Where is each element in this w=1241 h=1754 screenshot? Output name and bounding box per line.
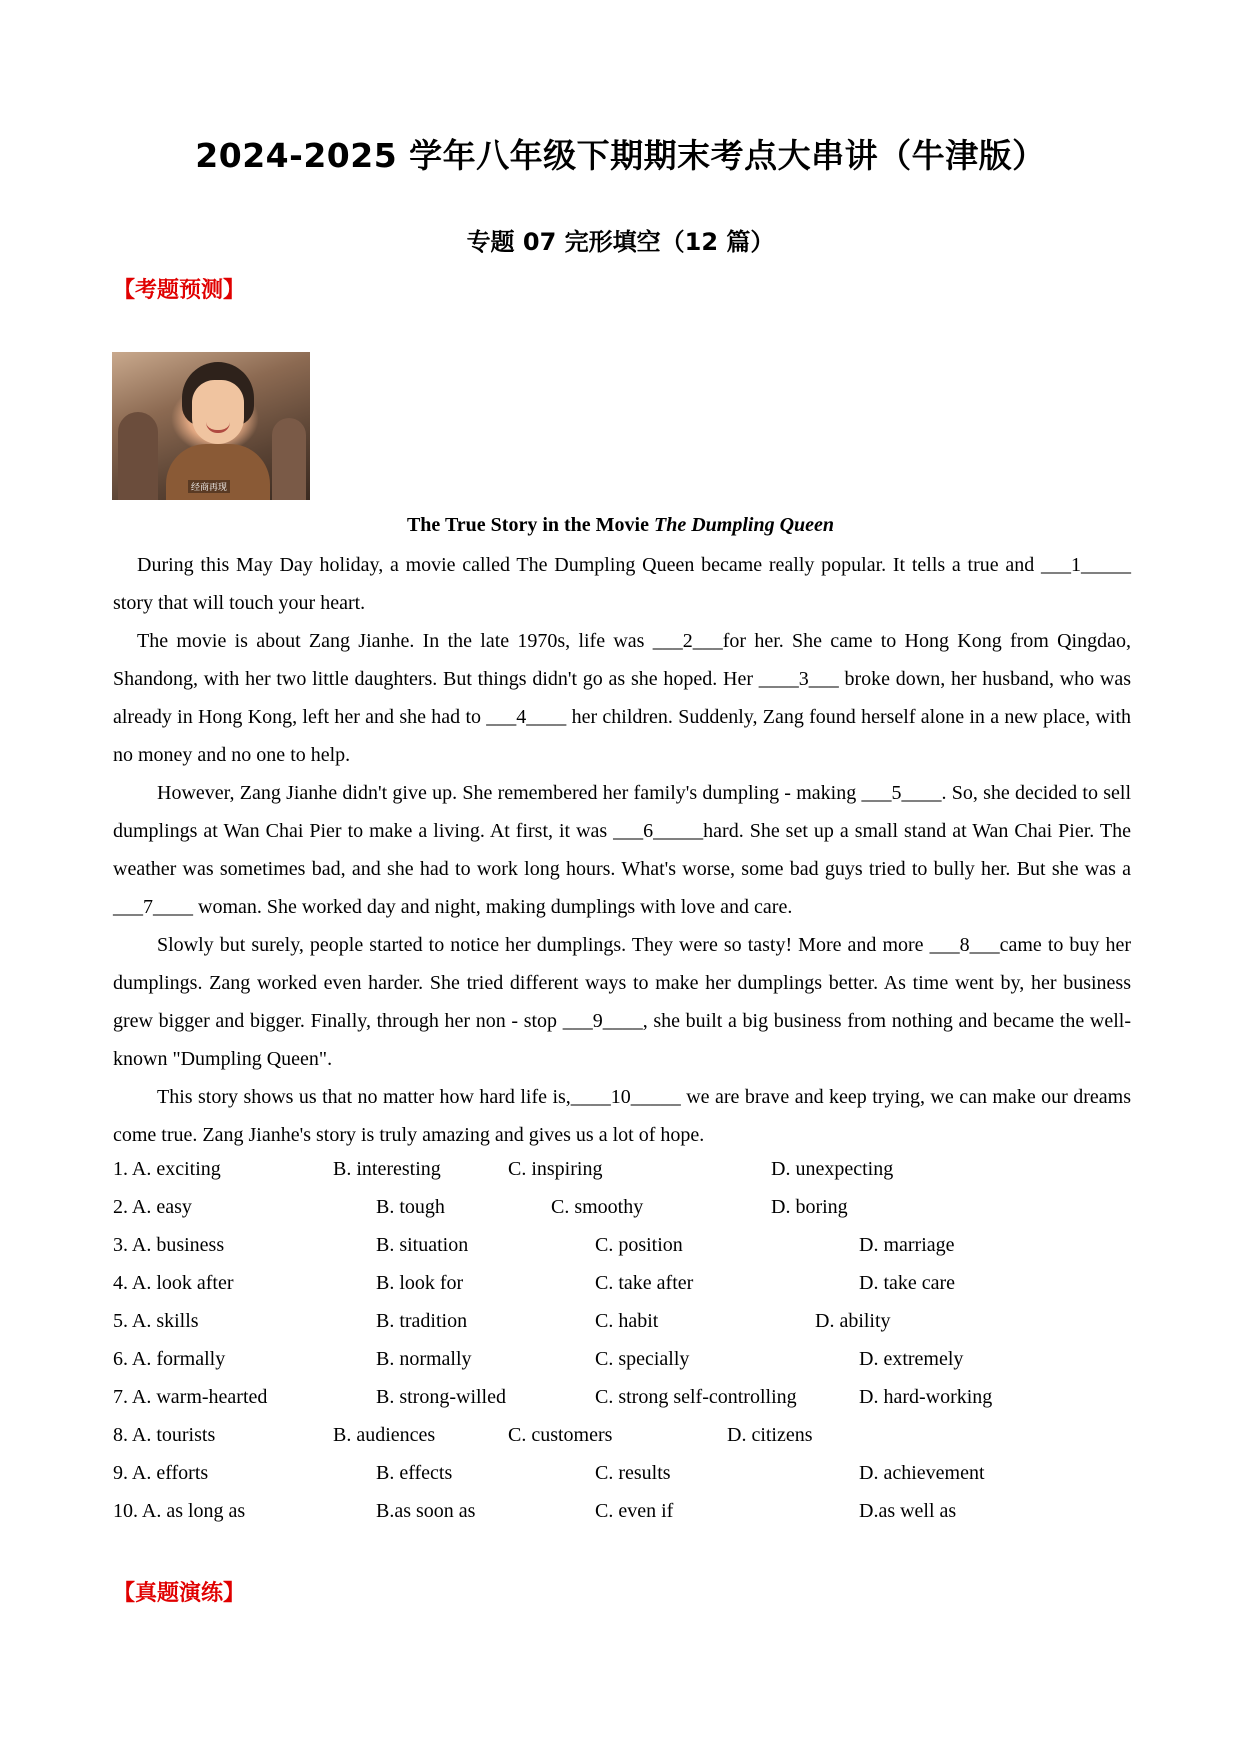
passage-paragraph: This story shows us that no matter how hard life is,____10_____ we are brave and keep trying, we can make our dreams come true. Zang Jianhe's story is truly amazing and gives us a lot of hope. [113,1086,1131,1146]
question-row [113,1378,1131,1416]
option-c: C. specially [595,1348,690,1370]
option-d: D. citizens [727,1424,813,1446]
option-b: B. interesting [333,1158,441,1180]
option-a: 4. A. look after [113,1272,234,1294]
question-row [113,1454,1131,1492]
question-row [113,1226,1131,1264]
option-a: 1. A. exciting [113,1158,221,1180]
option-a: 6. A. formally [113,1348,226,1370]
option-d: D. marriage [859,1234,955,1256]
option-a: 2. A. easy [113,1196,192,1218]
background-figure-left [118,412,158,500]
passage [113,546,1131,1154]
question-row [113,1264,1131,1302]
background-figure-right [272,418,306,500]
section-heading-practice: 【真题演练】 [113,1581,246,1606]
option-b: B.as soon as [376,1500,476,1522]
option-d: D. boring [771,1196,848,1218]
poster-caption: 经商再现 [188,480,230,493]
question-row [113,1302,1131,1340]
option-c: C. smoothy [551,1196,644,1218]
option-b: B. strong-willed [376,1386,506,1408]
woman-figure-face [192,380,244,444]
option-d: D. take care [859,1272,956,1294]
option-d: D. hard-working [859,1386,993,1408]
passage-paragraph: Slowly but surely, people started to notice her dumplings. They were so tasty! More and more ___8___came to buy her dumplings. Zang worked even harder. She tried different ways to make her dumplings better. As time went by, her business grew bigger and bigger. Finally, through her non - stop ___9____, she built a big business from nothing and became the well-known "Dumpling Queen". [113,934,1131,1070]
question-row [113,1416,1131,1454]
option-c: C. customers [508,1424,613,1446]
option-a: 8. A. tourists [113,1424,216,1446]
question-row [113,1150,1131,1188]
option-b: B. situation [376,1234,469,1256]
document-subtitle: 专题 07 完形填空（12 篇） [466,228,775,256]
passage-paragraph: During this May Day holiday, a movie called The Dumpling Queen became really popular. It tells a true and ___1_____ story that will touch your heart. [113,554,1131,614]
document-title: 2024-2025 学年八年级下期期末考点大串讲（牛津版） [195,136,1046,175]
story-title [0,514,1241,537]
option-c: C. position [595,1234,683,1256]
question-options [113,1150,1131,1530]
option-a: 3. A. business [113,1234,225,1256]
option-a: 7. A. warm-hearted [113,1386,268,1408]
option-d: D. extremely [859,1348,964,1370]
question-row [113,1492,1131,1530]
option-c: C. take after [595,1272,694,1294]
option-b: B. look for [376,1272,464,1294]
option-b: B. normally [376,1348,472,1370]
option-a: 5. A. skills [113,1310,199,1332]
passage-paragraph: However, Zang Jianhe didn't give up. She remembered her family's dumpling - making ___5____. So, she decided to sell dumplings at Wan Chai Pier to make a living. At first, it was ___6_____hard. She set up a small stand at Wan Chai Pier. The weather was sometimes bad, and she had to work long hours. What's worse, some bad guys tried to bully her. But she was a ___7____ woman. She worked day and night, making dumplings with love and care. [113,782,1131,918]
option-d: D. achievement [859,1462,985,1484]
option-c: C. inspiring [508,1158,603,1180]
question-row [113,1340,1131,1378]
story-title-prefix: The True Story in the Movie [406,514,654,536]
option-d: D. ability [815,1310,891,1332]
option-a: 9. A. efforts [113,1462,209,1484]
section-heading-prediction: 【考题预测】 [113,278,246,303]
option-b: B. tough [376,1196,445,1218]
option-c: C. habit [595,1310,659,1332]
option-b: B. effects [376,1462,453,1484]
option-b: B. tradition [376,1310,468,1332]
option-c: C. strong self-controlling [595,1386,797,1408]
option-c: C. even if [595,1500,674,1522]
question-row [113,1188,1131,1226]
story-title-movie: The Dumpling Queen [654,514,835,536]
passage-paragraph: The movie is about Zang Jianhe. In the late 1970s, life was ___2___for her. She came to Hong Kong from Qingdao, Shandong, with her two little daughters. But things didn't go as she hoped. Her ____3___ broke down, her husband, who was already in Hong Kong, left her and she had to ___4____ her children. Suddenly, Zang found herself alone in a new place, with no money and no one to help. [113,630,1131,766]
movie-poster-image [112,352,310,500]
option-b: B. audiences [333,1424,436,1446]
option-c: C. results [595,1462,671,1484]
option-a: 10. A. as long as [113,1500,246,1522]
option-d: D.as well as [859,1500,957,1522]
option-d: D. unexpecting [771,1158,894,1180]
